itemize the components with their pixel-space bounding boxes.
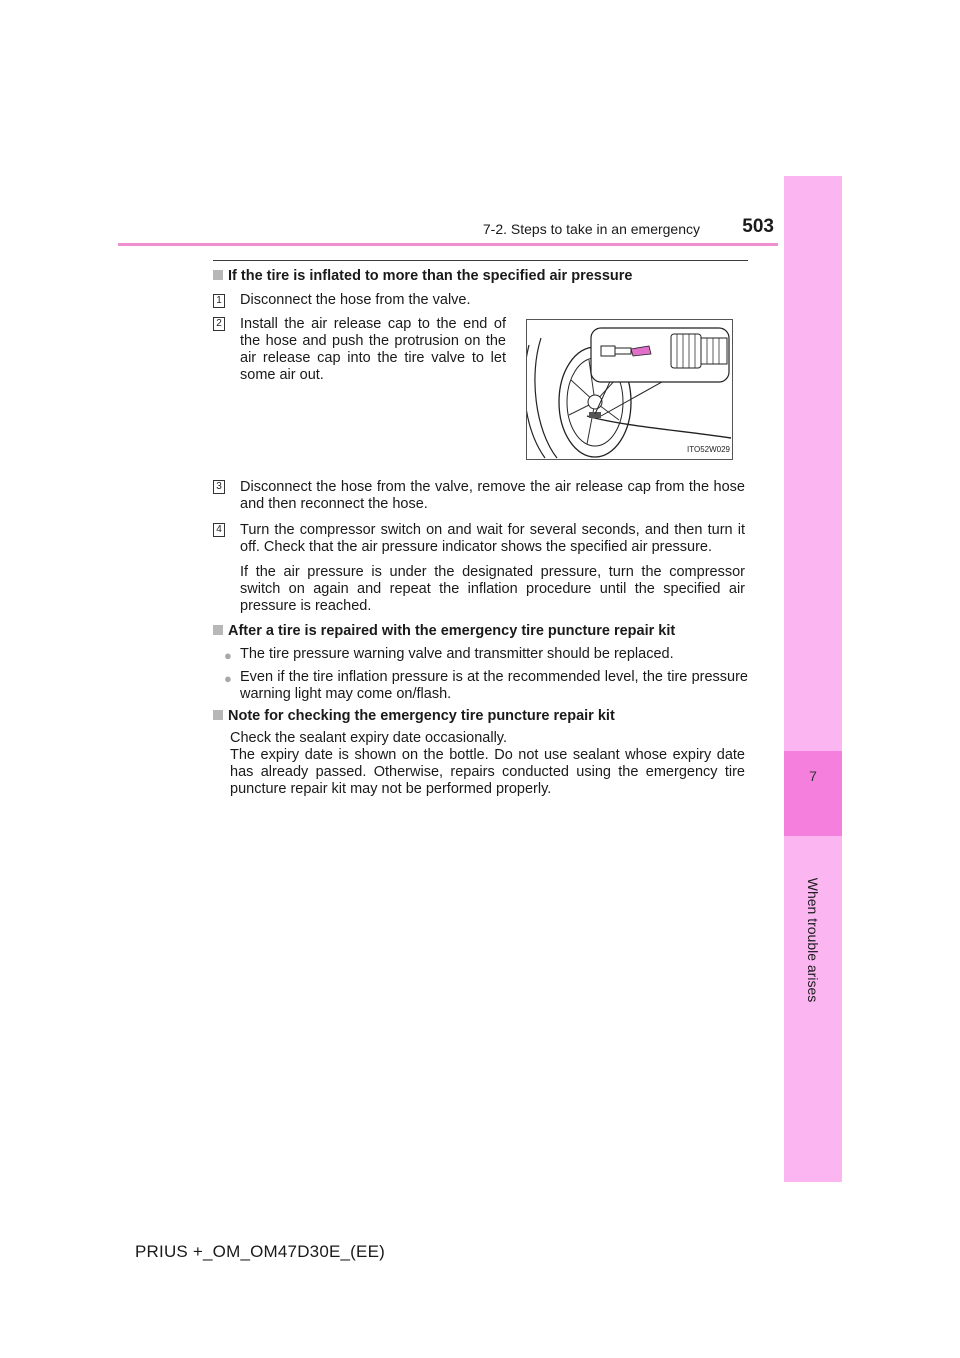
square-bullet-icon [213,270,223,280]
step-1-text: Disconnect the hose from the valve. [240,292,471,308]
step-number-4: 4 [213,523,225,537]
chapter-number: 7 [809,768,817,784]
kit-check-body: The expiry date is shown on the bottle. Do not use sealant whose expiry date has already passed. Otherwise, repairs conducted using the emergency tire puncture repair kit may not be performed properly. [230,747,745,797]
manual-code: PRIUS +_OM_OM47D30E_(EE) [135,1242,385,1261]
inflation-note: If the air pressure is under the designated pressure, turn the compressor switch on again and repeat the inflation procedure until the specified air pressure is reached. [240,564,745,614]
kit-check-line-1: Check the sealant expiry date occasionally. [230,730,507,746]
header-rule [118,243,778,246]
step-number-3: 3 [213,480,225,494]
tire-valve-illustration [526,319,733,460]
section-heading-after-repair: After a tire is repaired with the emergency tire puncture repair kit [213,623,753,640]
bullet-dot-icon: ● [224,671,232,686]
step-2-text: Install the air release cap to the end of the hose and push the protrusion on the air release cap into the tire valve to let some air out. [240,316,506,383]
section-heading-kit-check: Note for checking the emergency tire puncture repair kit [213,708,753,725]
step-4-text: Turn the compressor switch on and wait for several seconds, and then turn it off. Check that the air pressure indicator shows the specified air pressure. [240,522,745,555]
after-repair-bullet-2: Even if the tire inflation pressure is at the recommended level, the tire pressure warning light may come on/flash. [240,669,748,702]
chapter-title: When trouble arises [805,877,821,1003]
page-number: 503 [742,216,774,237]
square-bullet-icon [213,625,223,635]
section-title: 7-2. Steps to take in an emergency [482,221,700,237]
step-3-text: Disconnect the hose from the valve, remove the air release cap from the hose and then reconnect the hose. [240,479,745,512]
tire-illustration-icon [527,320,732,459]
chapter-tab [784,176,842,1182]
figure-code: ITO52W029 [687,445,730,454]
after-repair-bullet-1: The tire pressure warning valve and transmitter should be replaced. [240,646,674,662]
step-number-2: 2 [213,317,225,331]
square-bullet-icon [213,710,223,720]
section-heading-overinflated: If the tire is inflated to more than the specified air pressure [213,268,753,285]
content-divider [213,260,748,261]
chapter-tab-highlight [784,751,842,836]
bullet-dot-icon: ● [224,648,232,663]
step-number-1: 1 [213,294,225,308]
